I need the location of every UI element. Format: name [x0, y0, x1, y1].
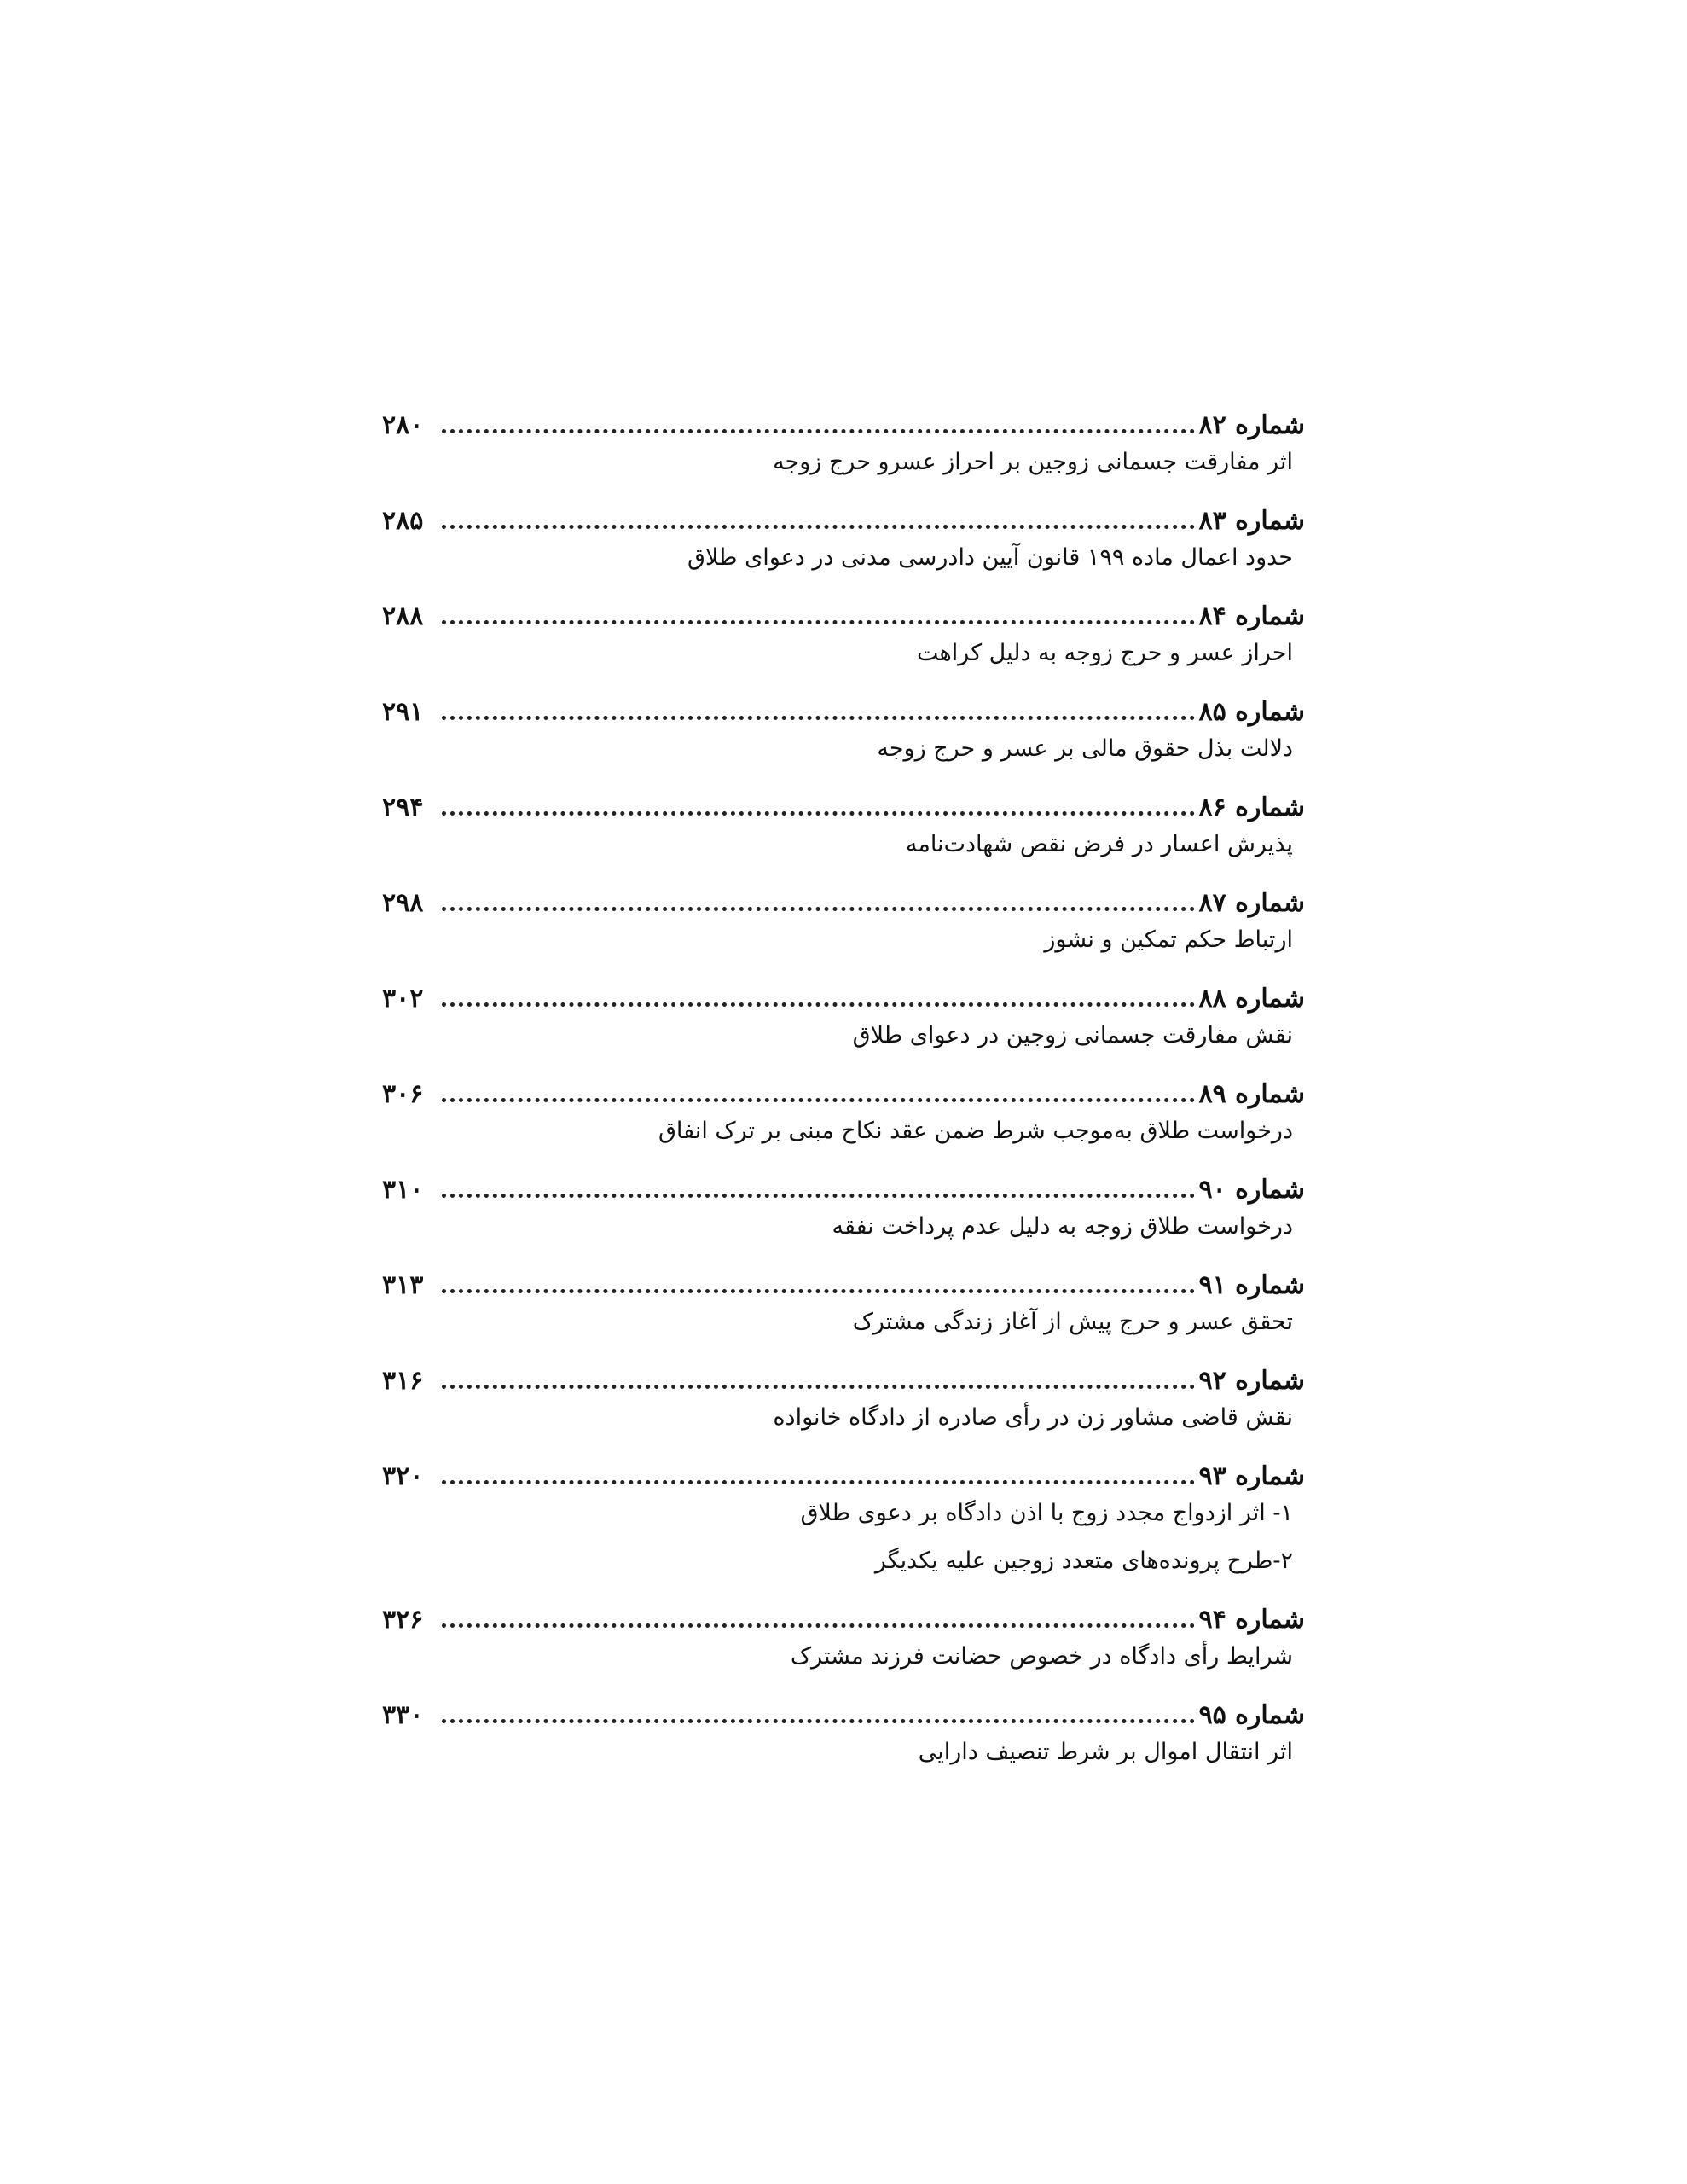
page-number: ۳۲۰ [382, 1461, 424, 1491]
page-number: ۲۹۱ [382, 697, 424, 727]
dot-leader [442, 1002, 1195, 1007]
entry-title: ارتباط حکم تمکین و نشوز [1044, 926, 1293, 953]
page-number: ۲۹۴ [382, 793, 424, 822]
entry-title: درخواست طلاق زوجه به دلیل عدم پرداخت نفقه [832, 1213, 1293, 1240]
entry-title: احراز عسر و حرج زوجه به دلیل کراهت [917, 640, 1293, 666]
toc-entry-header[interactable] [382, 964, 1305, 1012]
toc-entry-header[interactable] [382, 582, 1305, 630]
page-number: ۳۲۶ [382, 1605, 424, 1635]
entry-title: نقش مفارقت جسمانی زوجین در دعوای طلاق [852, 1022, 1293, 1048]
toc-entry-header[interactable] [382, 1060, 1305, 1107]
page-number: ۳۰۶ [382, 1079, 424, 1109]
dot-leader [442, 620, 1195, 624]
dot-leader [442, 1623, 1195, 1628]
page-number: ۳۳۰ [382, 1700, 424, 1730]
entry-title: درخواست طلاق به‌موجب شرط ضمن عقد نکاح مبنی بر ترک انفاق [658, 1118, 1293, 1144]
entry-number: شماره ۹۲ [1198, 1366, 1305, 1396]
toc-entry-header[interactable] [382, 1681, 1305, 1728]
entry-title: حدود اعمال ماده ۱۹۹ قانون آیین دادرسی مدنی در دعوای طلاق [687, 544, 1293, 571]
dot-leader [442, 811, 1195, 816]
page-number: ۳۰۲ [382, 984, 424, 1014]
entry-title: ۱- اثر ازدواج مجدد زوج با اذن دادگاه بر دعوی طلاق [800, 1500, 1293, 1526]
entry-number: شماره ۸۳ [1198, 506, 1305, 536]
entry-number: شماره ۹۵ [1198, 1700, 1305, 1730]
toc-entry-header[interactable] [382, 868, 1305, 916]
dot-leader [442, 525, 1195, 529]
entry-number: شماره ۹۰ [1198, 1175, 1305, 1205]
toc-entry-header[interactable] [382, 486, 1305, 534]
entry-number: شماره ۹۳ [1198, 1461, 1305, 1491]
dot-leader [442, 907, 1195, 911]
entry-title: ۲-طرح پرونده‌های متعدد زوجین علیه یکدیگر [874, 1548, 1293, 1574]
page-number: ۲۹۸ [382, 888, 424, 918]
entry-number: شماره ۹۱ [1198, 1270, 1305, 1300]
entry-title: پذیرش اعسار در فرض نقص شهادت‌نامه [905, 831, 1293, 857]
dot-leader [442, 1194, 1195, 1198]
entry-title: اثر انتقال اموال بر شرط تنصیف دارایی [918, 1739, 1293, 1765]
dot-leader [442, 1719, 1195, 1723]
page-number: ۳۱۰ [382, 1175, 424, 1205]
entry-number: شماره ۸۵ [1198, 697, 1305, 727]
entry-title: دلالت بذل حقوق مالی بر عسر و حرج زوجه [877, 735, 1293, 762]
dot-leader [442, 1098, 1195, 1102]
entry-number: شماره ۸۲ [1198, 410, 1305, 440]
toc-entry-header[interactable] [382, 1346, 1305, 1394]
entry-number: شماره ۸۷ [1198, 888, 1305, 918]
entry-number: شماره ۸۸ [1198, 984, 1305, 1014]
page-number: ۲۸۵ [382, 506, 424, 536]
page-number: ۲۸۸ [382, 601, 424, 631]
dot-leader [442, 429, 1195, 433]
entry-number: شماره ۹۴ [1198, 1605, 1305, 1635]
entry-number: شماره ۸۴ [1198, 601, 1305, 631]
dot-leader [442, 716, 1195, 720]
entry-number: شماره ۸۹ [1198, 1079, 1305, 1109]
toc-entry-header[interactable] [382, 1442, 1305, 1490]
entry-title: تحقق عسر و حرج پیش از آغاز زندگی مشترک [852, 1309, 1293, 1335]
toc-entry-header[interactable] [382, 391, 1305, 439]
entry-title: نقش قاضی مشاور زن در رأی صادره از دادگاه خانواده [773, 1404, 1293, 1431]
toc-entry-header[interactable] [382, 773, 1305, 821]
table-of-contents [382, 391, 1305, 1776]
page-number: ۳۱۶ [382, 1366, 424, 1396]
dot-leader [442, 1289, 1195, 1293]
toc-entry-header[interactable] [382, 1585, 1305, 1633]
toc-entry-header[interactable] [382, 1155, 1305, 1203]
toc-entry-header[interactable] [382, 677, 1305, 725]
page-number: ۲۸۰ [382, 410, 424, 440]
entry-title: شرایط رأی دادگاه در خصوص حضانت فرزند مشترک [790, 1643, 1293, 1670]
page-number: ۳۱۳ [382, 1270, 424, 1300]
entry-title: اثر مفارقت جسمانی زوجین بر احراز عسرو حرج زوجه [773, 449, 1293, 475]
entry-number: شماره ۸۶ [1198, 793, 1305, 822]
dot-leader [442, 1480, 1195, 1484]
dot-leader [442, 1385, 1195, 1389]
toc-entry-header[interactable] [382, 1251, 1305, 1298]
